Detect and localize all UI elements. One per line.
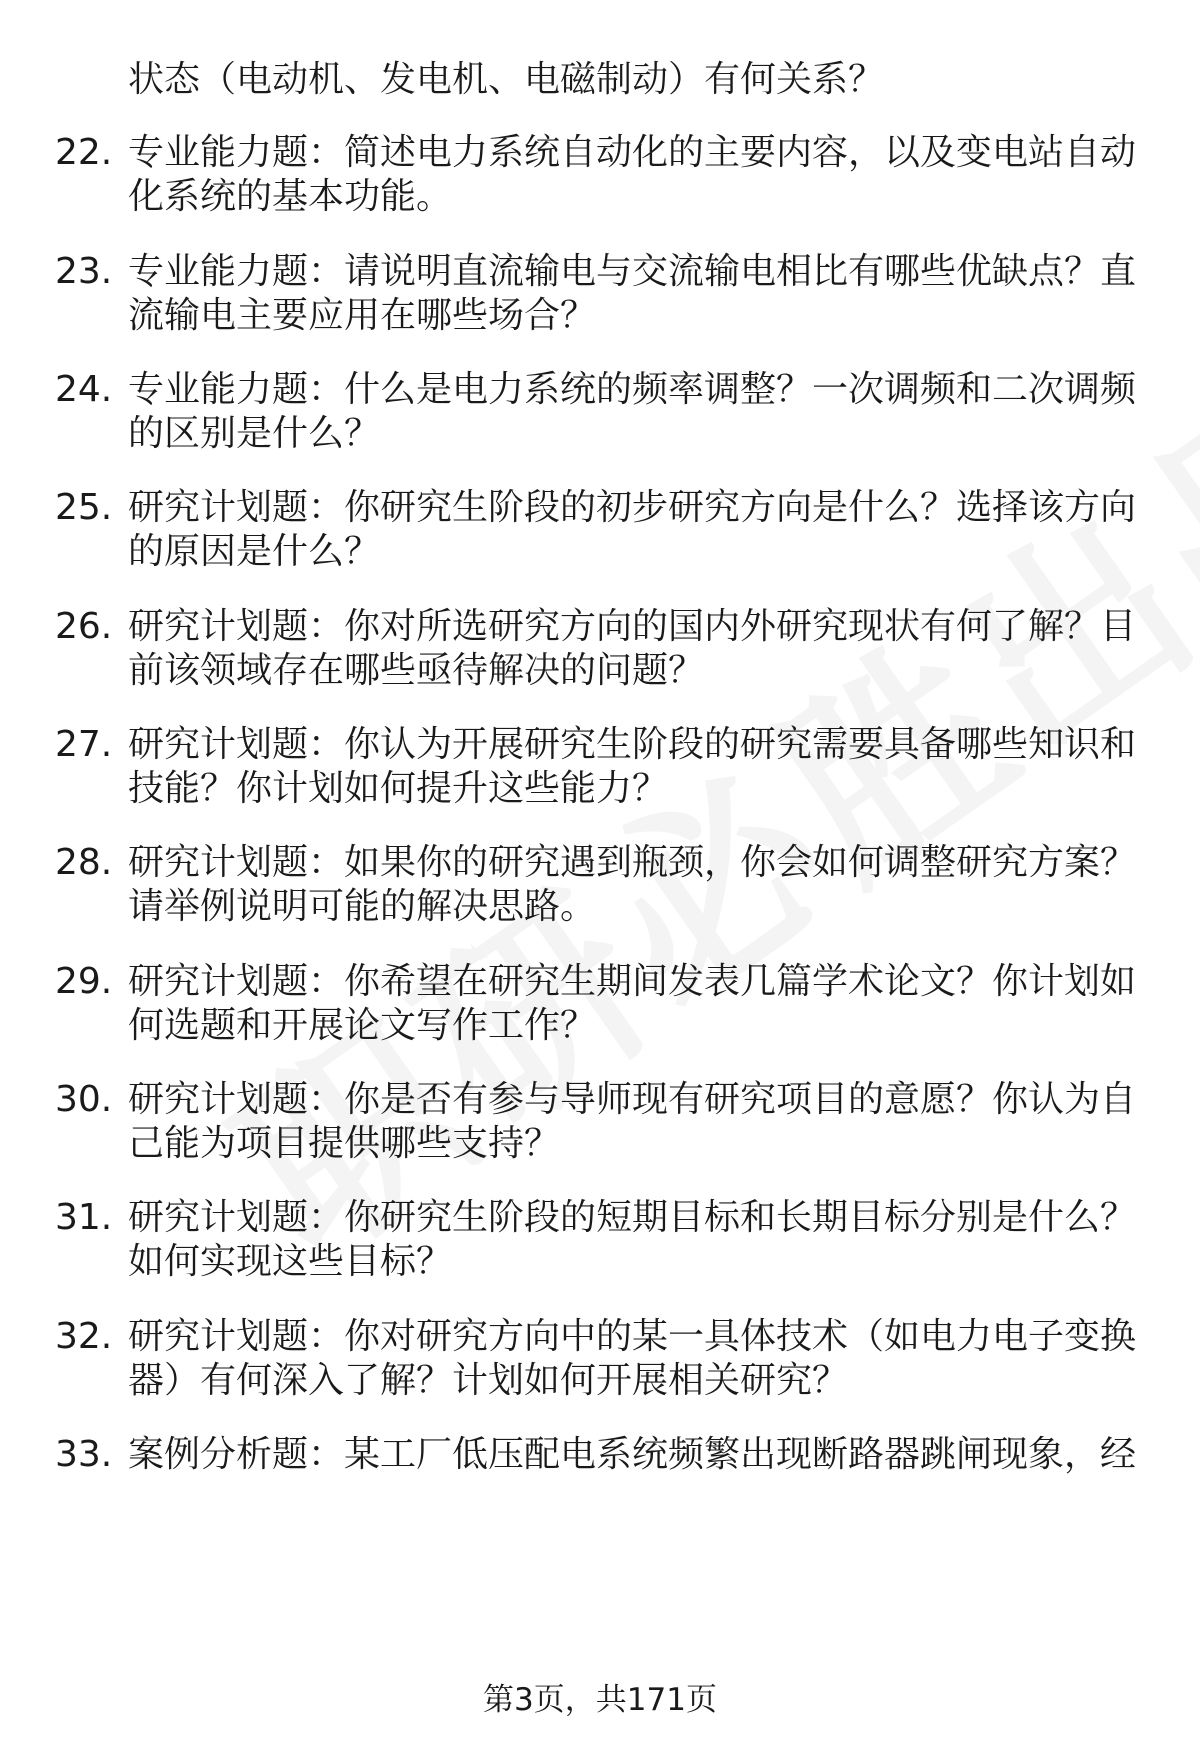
item-text-line1: 案例分析题：某工厂低压配电系统频繁出现断路器跳闸现象，经 (128, 1434, 1137, 1475)
item-text-line1: 研究计划题：你认为开展研究生阶段的研究需要具备哪些知识和 (128, 724, 1137, 765)
item-text-line1: 研究计划题：你是否有参与导师现有研究项目的意愿？你认为自 (128, 1079, 1137, 1120)
item-text-line1: 研究计划题：你研究生阶段的初步研究方向是什么？选择该方向 (128, 487, 1137, 528)
item-text-line2: 如何实现这些目标？ (128, 1241, 453, 1282)
item-text-line1: 研究计划题：如果你的研究遇到瓶颈，你会如何调整研究方案？ (128, 842, 1137, 883)
item-text-line2: 己能为项目提供哪些支持？ (128, 1123, 561, 1164)
item-text-line2: 前该领域存在哪些亟待解决的问题？ (128, 650, 705, 691)
item-text-line1: 研究计划题：你对所选研究方向的国内外研究现状有何了解？目 (128, 606, 1137, 647)
item-text-line2: 器）有何深入了解？计划如何开展相关研究？ (128, 1360, 849, 1401)
item-text-line2: 的原因是什么？ (128, 531, 381, 572)
continuation-line: 状态（电动机、发电机、电磁制动）有何关系？ (128, 59, 885, 100)
item-number: 28. (55, 842, 113, 883)
item-text-line1: 专业能力题：什么是电力系统的频率调整？一次调频和二次调频 (128, 369, 1137, 410)
item-number: 32. (55, 1316, 113, 1357)
item-text-line1: 专业能力题：简述电力系统自动化的主要内容，以及变电站自动 (128, 132, 1137, 173)
item-number: 22. (55, 132, 113, 173)
item-text-line1: 专业能力题：请说明直流输电与交流输电相比有哪些优缺点？直 (128, 251, 1137, 292)
item-text-line1: 研究计划题：你对研究方向中的某一具体技术（如电力电子变换 (128, 1316, 1137, 1357)
item-text-line2: 技能？你计划如何提升这些能力？ (128, 768, 669, 809)
item-number: 26. (55, 606, 113, 647)
item-text-line2: 化系统的基本功能。 (128, 176, 453, 217)
item-text-line2: 何选题和开展论文写作工作？ (128, 1005, 597, 1046)
item-text-line1: 研究计划题：你研究生阶段的短期目标和长期目标分别是什么？ (128, 1197, 1137, 1238)
item-text-line2: 流输电主要应用在哪些场合？ (128, 295, 597, 336)
item-text-line2: 的区别是什么？ (128, 413, 381, 454)
item-number: 23. (55, 251, 113, 292)
item-text-line2: 请举例说明可能的解决思路。 (128, 886, 597, 927)
item-number: 31. (55, 1197, 113, 1238)
item-text-line1: 研究计划题：你希望在研究生期间发表几篇学术论文？你计划如 (128, 961, 1137, 1002)
item-number: 27. (55, 724, 113, 765)
item-number: 30. (55, 1079, 113, 1120)
item-number: 25. (55, 487, 113, 528)
page-footer: 第3页，共171页 (483, 1682, 717, 1718)
item-number: 33. (55, 1434, 113, 1475)
item-number: 29. (55, 961, 113, 1002)
item-number: 24. (55, 369, 113, 410)
